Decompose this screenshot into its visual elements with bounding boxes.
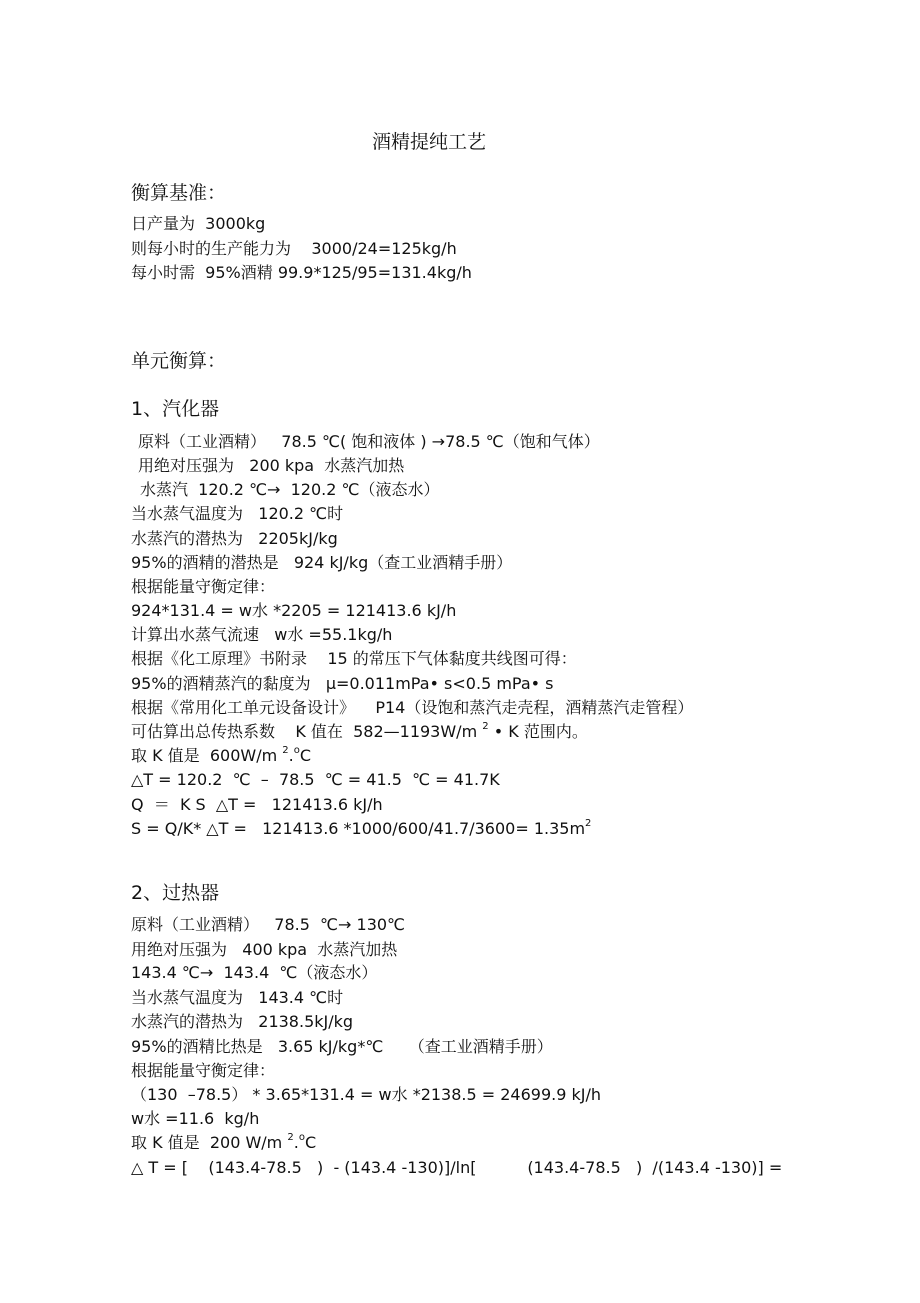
superheater-line-7: 根据能量守衡定律： [131,1061,276,1080]
superheater-line-3: 143.4 ℃→ 143.4 ℃（液态水） [131,963,378,982]
vaporizer-line-8: 924*131.4 = w水 *2205 = 121413.6 kJ/h [131,601,457,620]
vaporizer-line-1: 原料（工业酒精） 78.5 ℃( 饱和液体 ) →78.5 ℃（饱和气体） [138,432,600,451]
sh-k-value-text: 取 K 值是 200 W/m [131,1133,283,1152]
basis-line-2: 则每小时的生产能力为 3000/24=125kg/h [131,239,457,258]
sh-k-value-dot: . [293,1133,299,1152]
vaporizer-line-5: 水蒸汽的潜热为 2205kJ/kg [131,529,338,548]
k-value-dot: . [288,746,294,765]
vaporizer-line-4: 当水蒸气温度为 120.2 ℃时 [131,504,344,523]
k-value-sup-o: o [293,745,300,756]
vaporizer-line-15: △T = 120.2 ℃ – 78.5 ℃ = 41.5 ℃ = 41.7K [131,770,500,789]
vaporizer-line-3: 水蒸汽 120.2 ℃→ 120.2 ℃（液态水） [140,480,440,499]
basis-heading: 衡算基准： [131,182,227,204]
k-range-suffix: • K 范围内。 [488,722,588,741]
vaporizer-line-7: 根据能量守衡定律： [131,577,276,596]
area-sup: 2 [585,818,592,829]
page-title: 酒精提纯工艺 [371,131,486,153]
superheater-line-9: w水 =11.6 kg/h [131,1109,260,1128]
sh-k-value-unit: C [304,1133,317,1152]
unit-heading: 单元衡算： [131,350,227,372]
superheater-line-2: 用绝对压强为 400 kpa 水蒸汽加热 [131,940,398,959]
superheater-heading: 2、过热器 [131,882,220,904]
sh-k-value-sup-2: 2 [287,1132,294,1143]
superheater-line-11: △ T = [ (143.4-78.5 ) - (143.4 -130)]/ln[ (143.4-78.5 ) /(143.4 -130)] = [131,1158,783,1177]
k-range-text: 可估算出总传热系数 K 值在 582—1193W/m [131,722,478,741]
superheater-line-10 [131,1133,316,1153]
vaporizer-line-14 [131,746,311,766]
vaporizer-line-16: Q ＝ K S △T = 121413.6 kJ/h [131,795,383,814]
vaporizer-line-2: 用绝对压强为 200 kpa 水蒸汽加热 [138,456,405,475]
superheater-line-5: 水蒸汽的潜热为 2138.5kJ/kg [131,1012,354,1031]
vaporizer-heading: 1、汽化器 [131,398,220,420]
vaporizer-line-10: 根据《化工原理》书附录 15 的常压下气体黏度共线图可得： [131,649,577,668]
vaporizer-line-12: 根据《常用化工单元设备设计》 P14（设饱和蒸汽走壳程，酒精蒸汽走管程） [131,698,694,717]
k-value-unit: C [299,746,312,765]
k-range-sup: 2 [482,721,489,732]
superheater-line-8: （130 –78.5） * 3.65*131.4 = w水 *2138.5 = 24699.9 kJ/h [131,1085,602,1104]
basis-line-3: 每小时需 95%酒精 99.9*125/95=131.4kg/h [131,263,472,282]
vaporizer-line-6: 95%的酒精的潜热是 924 kJ/kg（查工业酒精手册） [131,553,513,572]
area-text: S = Q/K* △T = 121413.6 *1000/600/41.7/3600= 1.35m [131,819,586,838]
vaporizer-line-11: 95%的酒精蒸汽的黏度为 μ=0.011mPa• s<0.5 mPa• s [131,674,554,693]
vaporizer-line-9: 计算出水蒸气流速 w水 =55.1kg/h [131,625,393,644]
k-value-text: 取 K 值是 600W/m [131,746,278,765]
superheater-line-4: 当水蒸气温度为 143.4 ℃时 [131,988,344,1007]
sh-k-value-sup-o: o [298,1132,305,1143]
basis-line-1: 日产量为 3000kg [131,214,266,233]
vaporizer-line-13 [131,722,588,742]
k-value-sup-2: 2 [282,745,289,756]
superheater-line-6: 95%的酒精比热是 3.65 kJ/kg*℃ （查工业酒精手册） [131,1037,553,1056]
superheater-line-1: 原料（工业酒精） 78.5 ℃→ 130℃ [131,915,406,934]
vaporizer-line-17 [131,819,591,839]
